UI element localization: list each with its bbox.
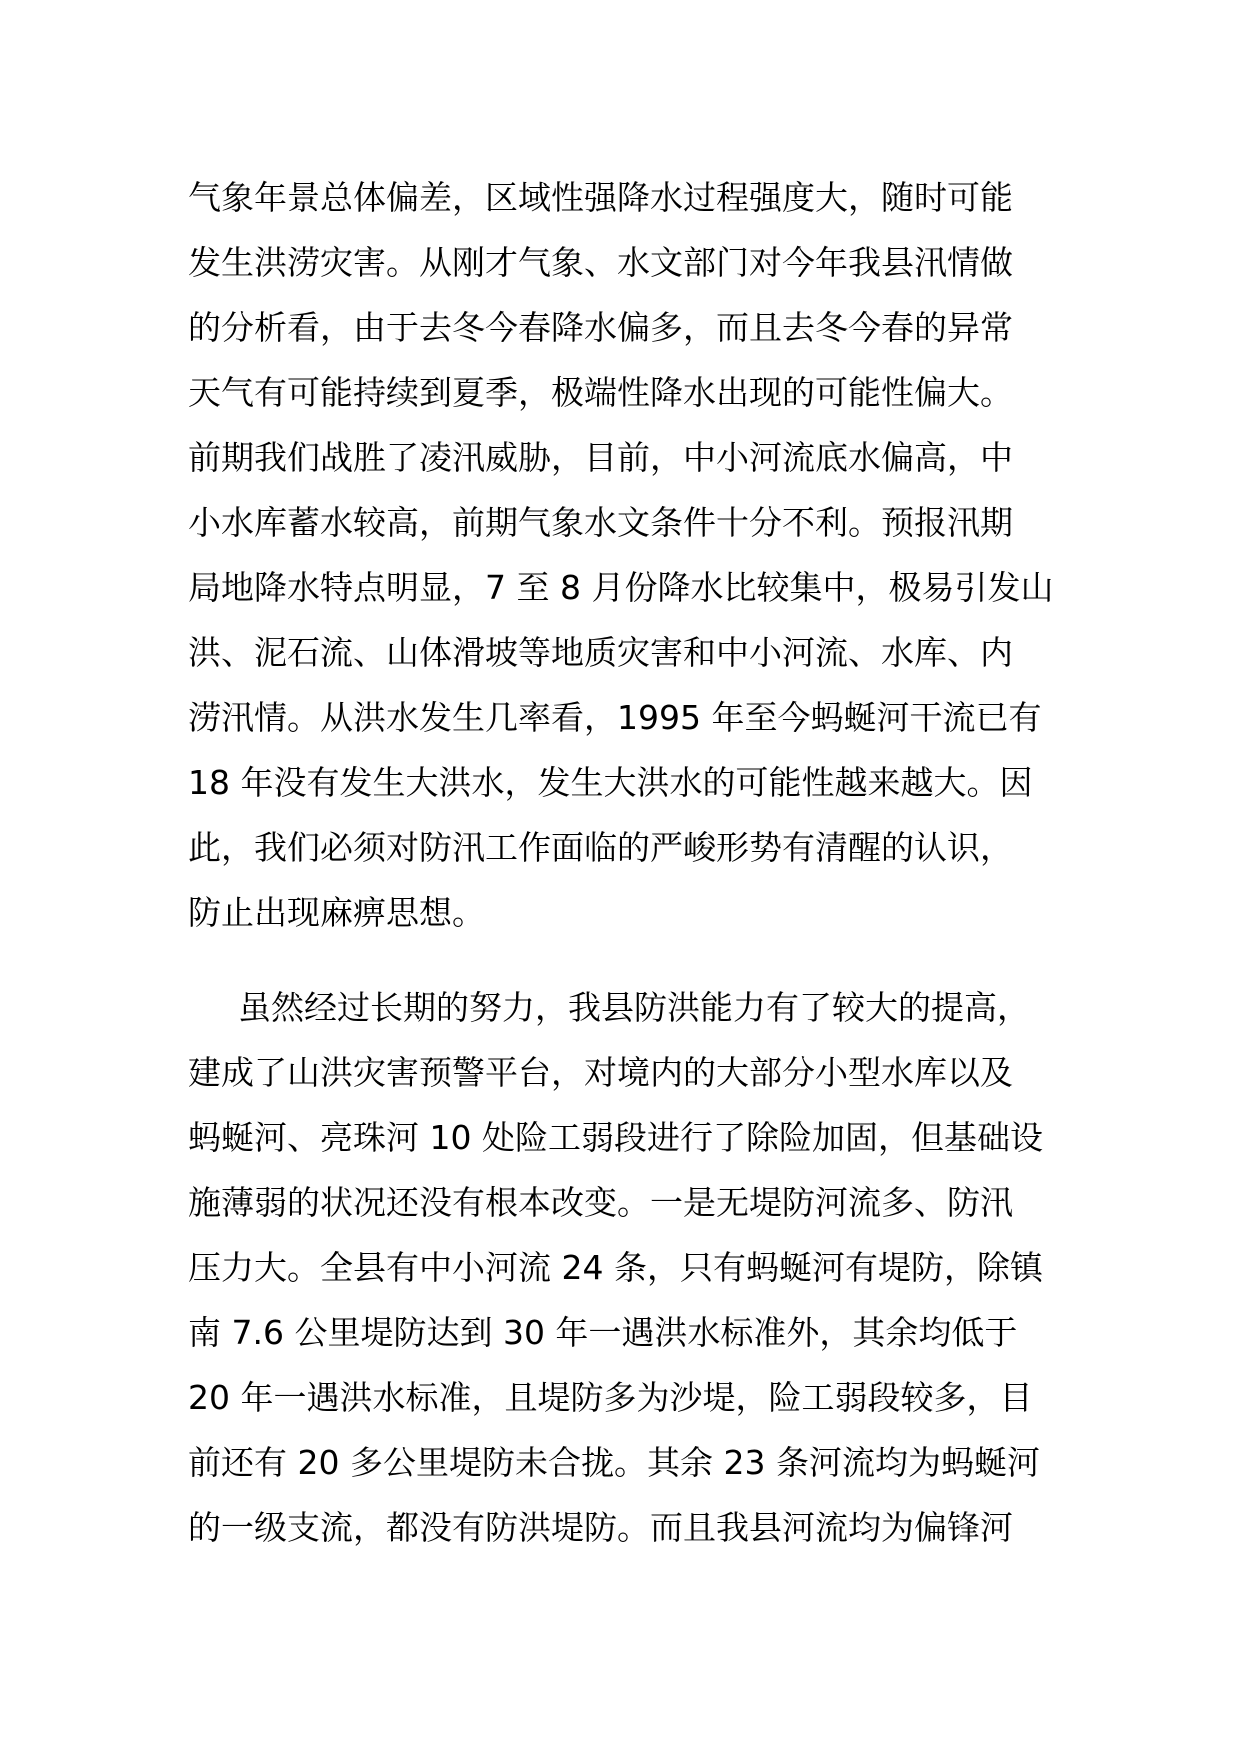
text-line: 南 7.6 公里堤防达到 30 年一遇洪水标准外，其余均低于 <box>188 1313 1018 1352</box>
text-line: 洪、泥石流、山体滑坡等地质灾害和中小河流、水库、内 <box>188 633 1013 672</box>
text-line: 天气有可能持续到夏季，极端性降水出现的可能性偏大。 <box>188 373 1013 412</box>
text-line: 前期我们战胜了凌汛威胁，目前，中小河流底水偏高，中 <box>188 438 1013 477</box>
text-line: 18 年没有发生大洪水，发生大洪水的可能性越来越大。因 <box>188 763 1033 802</box>
text-line: 涝汛情。从洪水发生几率看，1995 年至今蚂蜒河干流已有 <box>188 698 1042 737</box>
text-line: 防止出现麻痹思想。 <box>188 893 485 932</box>
text-line: 建成了山洪灾害预警平台，对境内的大部分小型水库以及 <box>188 1053 1013 1092</box>
text-line: 局地降水特点明显，7 至 8 月份降水比较集中，极易引发山 <box>188 568 1054 607</box>
text-line: 的一级支流，都没有防洪堤防。而且我县河流均为偏锋河 <box>188 1508 1013 1547</box>
text-line: 此，我们必须对防汛工作面临的严峻形势有清醒的认识， <box>188 828 1013 867</box>
text-line: 施薄弱的状况还没有根本改变。一是无堤防河流多、防汛 <box>188 1183 1013 1222</box>
text-line: 蚂蜒河、亮珠河 10 处险工弱段进行了除险加固，但基础设 <box>188 1118 1043 1157</box>
text-line: 前还有 20 多公里堤防未合拢。其余 23 条河流均为蚂蜒河 <box>188 1443 1040 1482</box>
text-line: 发生洪涝灾害。从刚才气象、水文部门对今年我县汛情做 <box>188 243 1013 282</box>
text-line: 的分析看，由于去冬今春降水偏多，而且去冬今春的异常 <box>188 308 1013 347</box>
text-line: 压力大。全县有中小河流 24 条，只有蚂蜒河有堤防，除镇 <box>188 1248 1043 1287</box>
text-line: 20 年一遇洪水标准，且堤防多为沙堤，险工弱段较多，目 <box>188 1378 1033 1417</box>
text-line: 小水库蓄水较高，前期气象水文条件十分不利。预报汛期 <box>188 503 1013 542</box>
text-line: 虽然经过长期的努力，我县防洪能力有了较大的提高， <box>238 988 1030 1027</box>
text-line: 气象年景总体偏差，区域性强降水过程强度大，随时可能 <box>188 178 1013 217</box>
